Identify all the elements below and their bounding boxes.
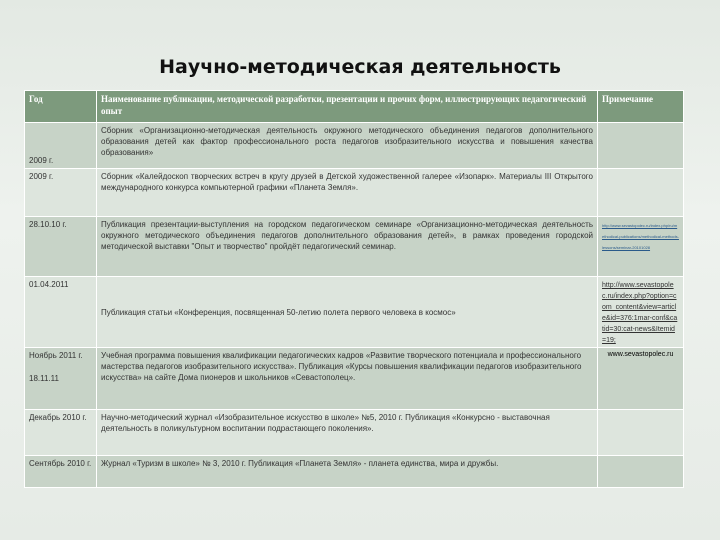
row-year: 2009 г. <box>25 123 97 169</box>
row-text-content: Публикация статьи «Конференция, посвященная 50-летию полета первого человека в космос» <box>101 307 456 317</box>
table-row <box>25 456 684 488</box>
row-year: 01.04.2011 <box>25 277 97 348</box>
publications-table <box>24 90 684 488</box>
row-year: Декабрь 2010 г. <box>25 410 97 456</box>
row-year: Сентябрь 2010 г. <box>25 456 97 488</box>
row-text: Сборник «Организационно-методическая деятельность окружного методического объединения педагогов дополнительного образования детей как фактор профессионального роста педагогов изобразительного искусства и повышения качества образования» <box>97 123 598 169</box>
row-note <box>598 169 684 217</box>
note-link[interactable]: http://www.sevastopolec.ru/index.php?option=com_content&view=article&id=376:1mar-conf&catid=30:cat-news&Itemid=19; <box>602 282 678 344</box>
table-header-row <box>25 91 684 123</box>
table-row <box>25 348 684 410</box>
row-year: 28.10.10 г. <box>25 217 97 277</box>
row-note <box>598 410 684 456</box>
row-note <box>598 217 684 277</box>
row-text: Сборник «Калейдоскоп творческих встреч в кругу друзей в Детской художественной галерее «Изопарк». Материалы III Открытого международного конкурса компьютерной графики «Планета Земля». <box>97 169 598 217</box>
table-row <box>25 123 684 169</box>
row-text: Учебная программа повышения квалификации педагогических кадров «Развитие творческого потенциала и профессионального мастерства педагогов изобразительного искусства». Публикация «Курсы повышения квалификации педагогов изобразительного искусства» на сайте Дома пионеров и школьников «Севастополец». <box>97 348 598 410</box>
row-year-primary: Ноябрь 2011 г. <box>29 351 83 360</box>
row-note <box>598 348 684 410</box>
note-site[interactable]: www.sevastopolec.ru <box>607 351 674 358</box>
table-row <box>25 169 684 217</box>
row-year: 2009 г. <box>25 169 97 217</box>
row-text: Журнал «Туризм в школе» № 3, 2010 г. Публикация «Планета Земля» - планета единства, мира и дружбы. <box>97 456 598 488</box>
header-name: Наименование публикации, методической разработки, презентации и прочих форм, иллюстрирующих педагогический опыт <box>97 91 598 123</box>
row-note <box>598 277 684 348</box>
header-note: Примечание <box>598 91 684 123</box>
table-row <box>25 277 684 348</box>
row-text: Публикация презентации-выступления на городском педагогическом семинаре «Организационно-методическая деятельность окружного методического объединения педагогов дополнительного образования детей», в рамках проведения городской методической выставки "Опыт и творчество" пройдёт педагогический семинар. <box>97 217 598 277</box>
row-year-secondary: 18.11.11 <box>29 374 59 383</box>
page-title: Научно-методическая деятельность <box>159 56 561 78</box>
table-row <box>25 217 684 277</box>
row-note <box>598 456 684 488</box>
row-text: Научно-методический журнал «Изобразительное искусство в школе» №5, 2010 г. Публикация «Конкурсно - выставочная деятельность в поликультурном воспитании подрастающего поколения». <box>97 410 598 456</box>
row-year <box>25 348 97 410</box>
header-year: Год <box>25 91 97 123</box>
row-note <box>598 123 684 169</box>
table-row <box>25 410 684 456</box>
row-text <box>97 277 598 348</box>
note-link[interactable]: http://www.sevastopolec.ru/index.php/ru/methodical-publications/methodical-methods-lessons/seminar-20101028 <box>602 223 679 250</box>
